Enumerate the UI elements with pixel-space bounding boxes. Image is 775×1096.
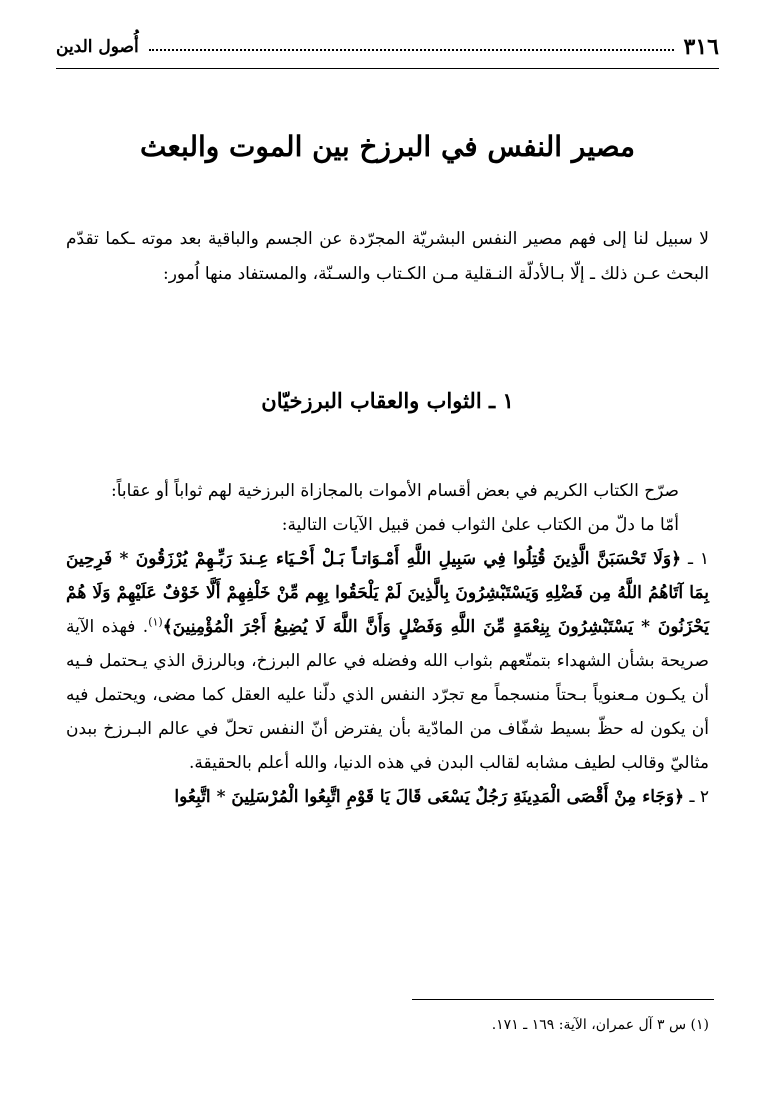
item-2 bbox=[66, 780, 709, 814]
running-header bbox=[56, 30, 719, 64]
footnote-rule bbox=[412, 999, 714, 1000]
header-rule bbox=[56, 68, 719, 69]
intro-paragraph: لا سبيل لنا إلى فهم مصير النفس البشريّة المجرّدة عن الجسم والباقية بعد موته ـكما تقدّم البحث عـن ذلك ـ إلّا بـالأدلّة النـقلية مـن الكـتاب والسـنّة، والمستفاد منها اُمور: bbox=[66, 229, 709, 284]
item-1 bbox=[66, 542, 709, 780]
item-number: ١ ـ bbox=[687, 549, 710, 569]
section-heading: ١ ـ الثواب والعقاب البرزخيّان bbox=[261, 388, 514, 413]
page-number: ٣١٦ bbox=[683, 34, 719, 60]
running-title: أُصول الدين bbox=[56, 37, 139, 57]
commentary: . فهذه الآية صريحة بشأن الشهداء بتمتّعهم بثواب الله وفضله في عالم البرزخ، وبالرزق الذي يـحتمل فـيه أن يكـون مـعنوياً بـحتاً منسجماً مع تجرّد النفس الذي دلّنا عليه العقل كما مضى، ويحتمل فيه أن يكون له حظّ بسيط شفّاف من المادّية بأن يفترض أنّ النفس تحلّ في عالم البـرزخ ببدن مثاليّ وقالب لطيف مشابه لقالب البدن في هذه الدنيا، والله أعلم بالحقيقة. bbox=[66, 617, 709, 773]
footnote: (١) س ٣ آل عمران، الآية: ١٦٩ ـ ١٧١. bbox=[491, 1017, 709, 1033]
paragraph: صرّح الكتاب الكريم في بعض أقسام الأموات بالمجازاة البرزخية لهم ثواباً أو عقاباً: bbox=[110, 481, 679, 501]
leader-dots bbox=[149, 49, 674, 51]
item-number: ٢ ـ bbox=[689, 787, 709, 807]
paragraph: أمّا ما دلّ من الكتاب علىٰ الثواب فمن قبيل الآيات التالية: bbox=[281, 515, 679, 535]
body-text bbox=[66, 474, 709, 814]
quran-verse: ﴿وَلَا تَحْسَبَنَّ الَّذِينَ قُتِلُوا فِي سَبِيلِ اللَّهِ أَمْـوَاتـاً بَـلْ أَحْـيَاء عِـندَ رَبِّـهِمْ يُرْزَقُونَ * فَرِحِينَ بِمَا آتَاهُمُ اللَّهُ مِن فَضْلِهِ وَيَسْتَبْشِرُونَ بِالَّذِينَ لَمْ يَلْحَقُوا بِهِم مِّنْ خَلْفِهِمْ أَلَّا خَوْفٌ عَلَيْهِمْ وَلَا هُمْ يَحْزَنُونَ * يَسْتَبْشِرُونَ بِنِعْمَةٍ مِّنَ اللَّهِ وَفَضْلٍ وَأَنَّ اللَّهَ لَا يُضِيعُ أَجْرَ الْمُؤْمِنِينَ﴾ bbox=[66, 549, 709, 637]
footnote-reference[interactable]: (١) bbox=[148, 615, 163, 629]
chapter-title: مصير النفس في البرزخ بين الموت والبعث bbox=[140, 130, 635, 163]
quran-verse: ﴿وَجَاء مِنْ أَقْصَى الْمَدِينَةِ رَجُلٌ يَسْعَى قَالَ يَا قَوْمِ اتَّبِعُوا الْمُرْسَلِينَ * اتَّبِعُوا bbox=[174, 787, 685, 807]
